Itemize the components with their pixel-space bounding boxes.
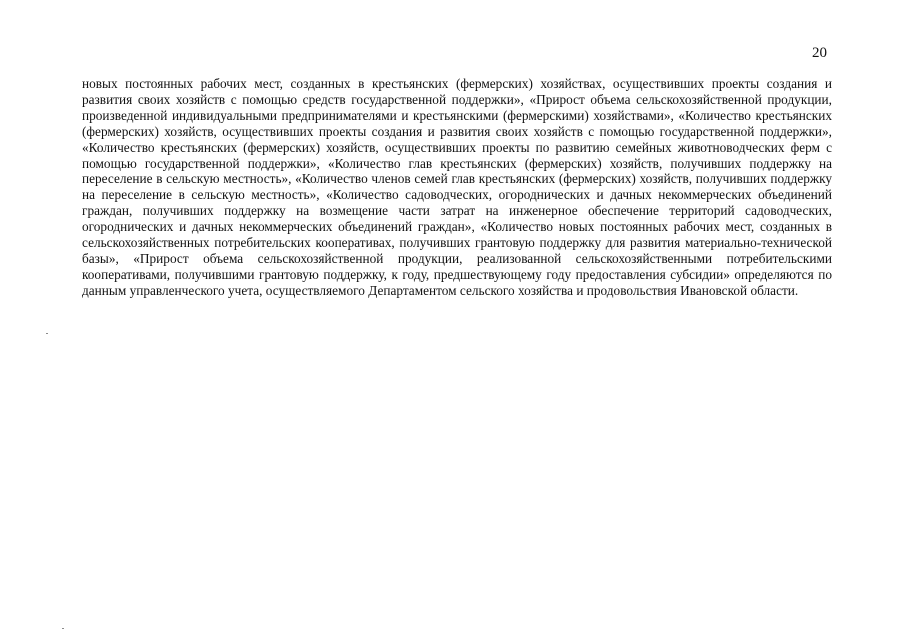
page-number: 20 <box>812 45 827 61</box>
scan-speck <box>62 628 64 629</box>
scan-speck <box>46 333 48 334</box>
body-paragraph: новых постоянных рабочих мест, созданных в крестьянских (фермерских) хозяйствах, осуществивших проекты создания и развития своих хозяйств с помощью средств государственной поддержки», «Прирост объема сельскохозяйственной продукции, произведенной индивидуальными предпринимателями и крестьянскими (фермерскими) хозяйствами», «Количество крестьянских (фермерских) хозяйств, осуществивших проекты создания и развития своих хозяйств с помощью государственной поддержки», «Количество крестьянских (фермерских) хозяйств, осуществивших проекты по развитию семейных животноводческих ферм с помощью государственной поддержки», «Количество глав крестьянских (фермерских) хозяйств, получивших поддержку на переселение в сельскую местность», «Количество членов семей глав крестьянских (фермерских) хозяйств, получивших поддержку на переселение в сельскую местность», «Количество садоводческих, огороднических и дачных некоммерческих объединений граждан, получивших поддержку на возмещение части затрат на инженерное обеспечение территорий садоводческих, огороднических и дачных некоммерческих объединений граждан», «Количество новых постоянных рабочих мест, созданных в сельскохозяйственных потребительских кооперативах, получивших грантовую поддержку для развития материально-технической базы», «Прирост объема сельскохозяйственной продукции, реализованной сельскохозяйственными потребительскими кооперативами, получившими грантовую поддержку, к году, предшествующему году предоставления субсидии» определяются по данным управленческого учета, осуществляемого Департаментом сельского хозяйства и продовольствия Ивановской области. <box>82 76 832 298</box>
